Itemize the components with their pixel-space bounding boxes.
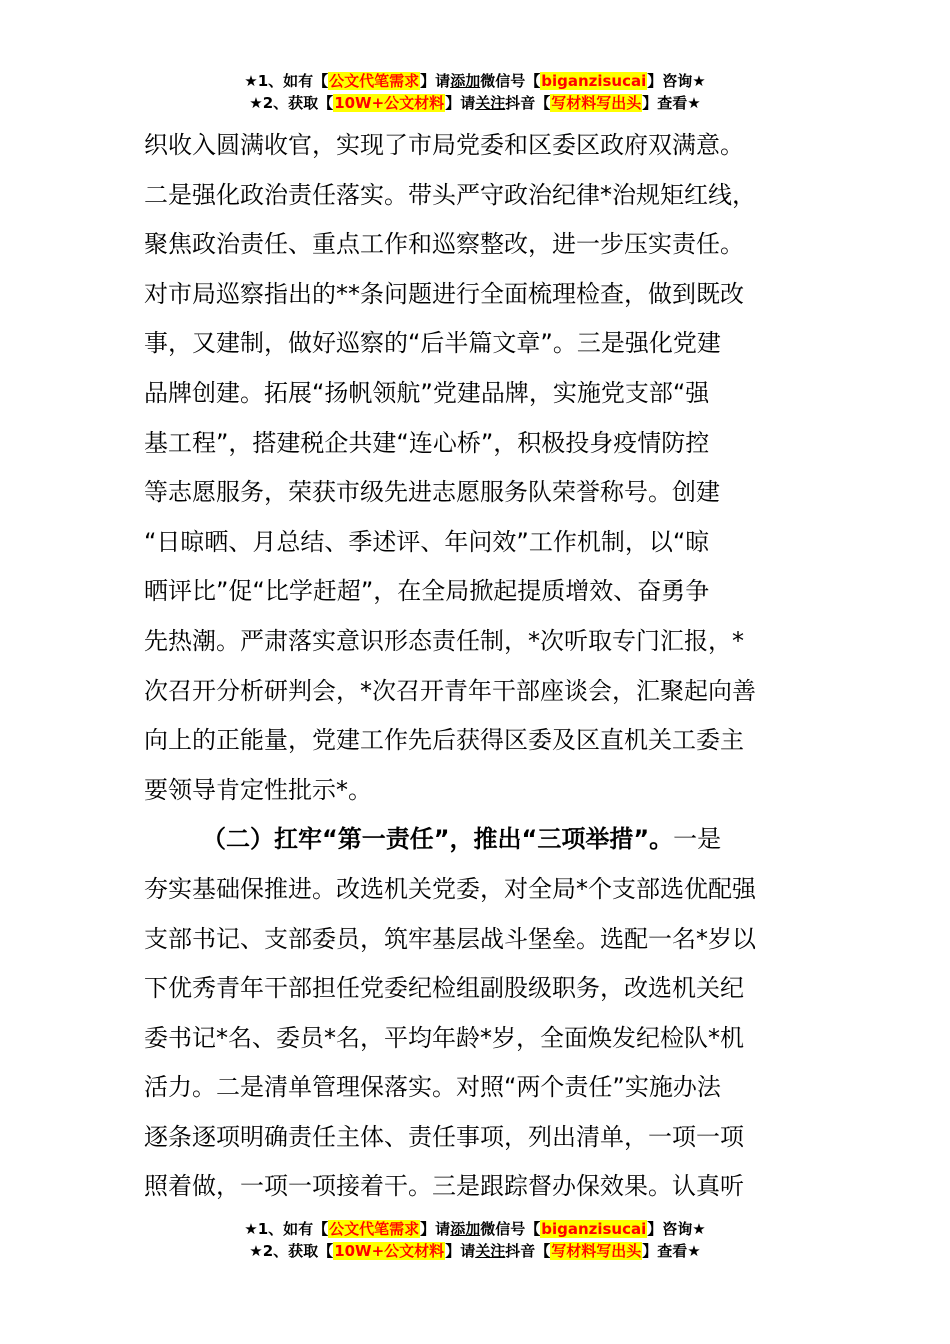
promo-underline: 关注 — [475, 94, 506, 112]
promo-text: 抖音【 — [505, 94, 551, 112]
body-line: 事，又建制，做好巡察的“后半篇文章”。三是强化党建 — [144, 329, 721, 358]
document-body — [144, 121, 809, 1212]
body-line: 照着做，一项一项接着干。三是跟踪督办保效果。认真听 — [144, 1172, 744, 1201]
promo-line-2 — [0, 1240, 950, 1262]
promo-highlight: biganzisucai — [541, 1220, 647, 1238]
promo-highlight: biganzisucai — [541, 72, 647, 90]
promo-underline: 添加 — [450, 72, 481, 90]
bottom-promo-banner — [0, 1218, 950, 1262]
promo-line-2 — [0, 92, 950, 114]
promo-text: ★1、如有【 — [244, 72, 329, 90]
promo-text: 】请 — [420, 72, 451, 90]
promo-underline: 添加 — [450, 1220, 481, 1238]
body-line: 次召开分析研判会，*次召开青年干部座谈会，汇聚起向善 — [144, 676, 756, 705]
promo-highlight: 写材料写出头 — [551, 94, 642, 112]
body-line: 二是强化政治责任落实。带头严守政治纪律*治规矩红线， — [144, 180, 756, 209]
promo-highlight: 10W+公文材料 — [334, 94, 445, 112]
promo-text: 】请 — [445, 1242, 476, 1260]
body-line: 下优秀青年干部担任党委纪检组副股级职务，改选机关纪 — [144, 974, 744, 1003]
promo-text: 微信号【 — [480, 1220, 541, 1238]
promo-text: 】咨询★ — [647, 1220, 706, 1238]
section-heading: （二）扛牢“第一责任”，推出“三项举措”。 — [202, 825, 674, 854]
body-line: 先热潮。严肃落实意识形态责任制，*次听取专门汇报，* — [144, 626, 744, 655]
body-line: 等志愿服务，荣获市级先进志愿服务队荣誉称号。创建 — [144, 478, 720, 507]
body-line: 品牌创建。拓展“扬帆领航”党建品牌，实施党支部“强 — [144, 378, 710, 407]
promo-highlight: 公文代笔需求 — [329, 1220, 420, 1238]
body-line: 逐条逐项明确责任主体、责任事项，列出清单，一项一项 — [144, 1122, 744, 1151]
promo-text: ★1、如有【 — [244, 1220, 329, 1238]
promo-text: 微信号【 — [480, 72, 541, 90]
body-line: 向上的正能量，党建工作先后获得区委及区直机关工委主 — [144, 726, 744, 755]
body-line: “日晾晒、月总结、季述评、年问效”工作机制，以“晾 — [144, 527, 710, 556]
section-heading-continuation: 一是 — [673, 825, 722, 854]
promo-text: 】查看★ — [642, 94, 701, 112]
promo-text: 】请 — [420, 1220, 451, 1238]
promo-text: 】咨询★ — [647, 72, 706, 90]
body-line: 织收入圆满收官，实现了市局党委和区委区政府双满意。 — [144, 131, 744, 159]
body-line: 晒评比”促“比学赶超”，在全局掀起提质增效、奋勇争 — [144, 577, 710, 606]
promo-line-1 — [0, 70, 950, 92]
top-promo-banner — [0, 70, 950, 114]
promo-text: 】查看★ — [642, 1242, 701, 1260]
promo-highlight: 公文代笔需求 — [329, 72, 420, 90]
promo-line-1 — [0, 1218, 950, 1240]
promo-text: 】请 — [445, 94, 476, 112]
promo-highlight: 10W+公文材料 — [334, 1242, 445, 1260]
body-line: 支部书记、支部委员，筑牢基层战斗堡垒。选配一名*岁以 — [144, 924, 756, 953]
promo-highlight: 写材料写出头 — [551, 1242, 642, 1260]
body-line: 聚焦政治责任、重点工作和巡察整改，进一步压实责任。 — [144, 230, 744, 259]
promo-text: ★2、获取【 — [249, 94, 334, 112]
body-line: 夯实基础保推进。改选机关党委，对全局*个支部选优配强 — [144, 874, 756, 903]
promo-underline: 关注 — [475, 1242, 506, 1260]
body-line: 活力。二是清单管理保落实。对照“两个责任”实施办法 — [144, 1073, 721, 1102]
section-heading-line — [144, 815, 809, 865]
body-line: 要领导肯定性批示*。 — [144, 775, 372, 804]
promo-text: ★2、获取【 — [249, 1242, 334, 1260]
body-line: 基工程”，搭建税企共建“连心桥”，积极投身疫情防控 — [144, 428, 710, 457]
body-line: 委书记*名、委员*名，平均年龄*岁，全面焕发纪检队*机 — [144, 1023, 744, 1052]
promo-text: 抖音【 — [505, 1242, 551, 1260]
body-line: 对市局巡察指出的**条问题进行全面梳理检查，做到既改 — [144, 279, 744, 308]
